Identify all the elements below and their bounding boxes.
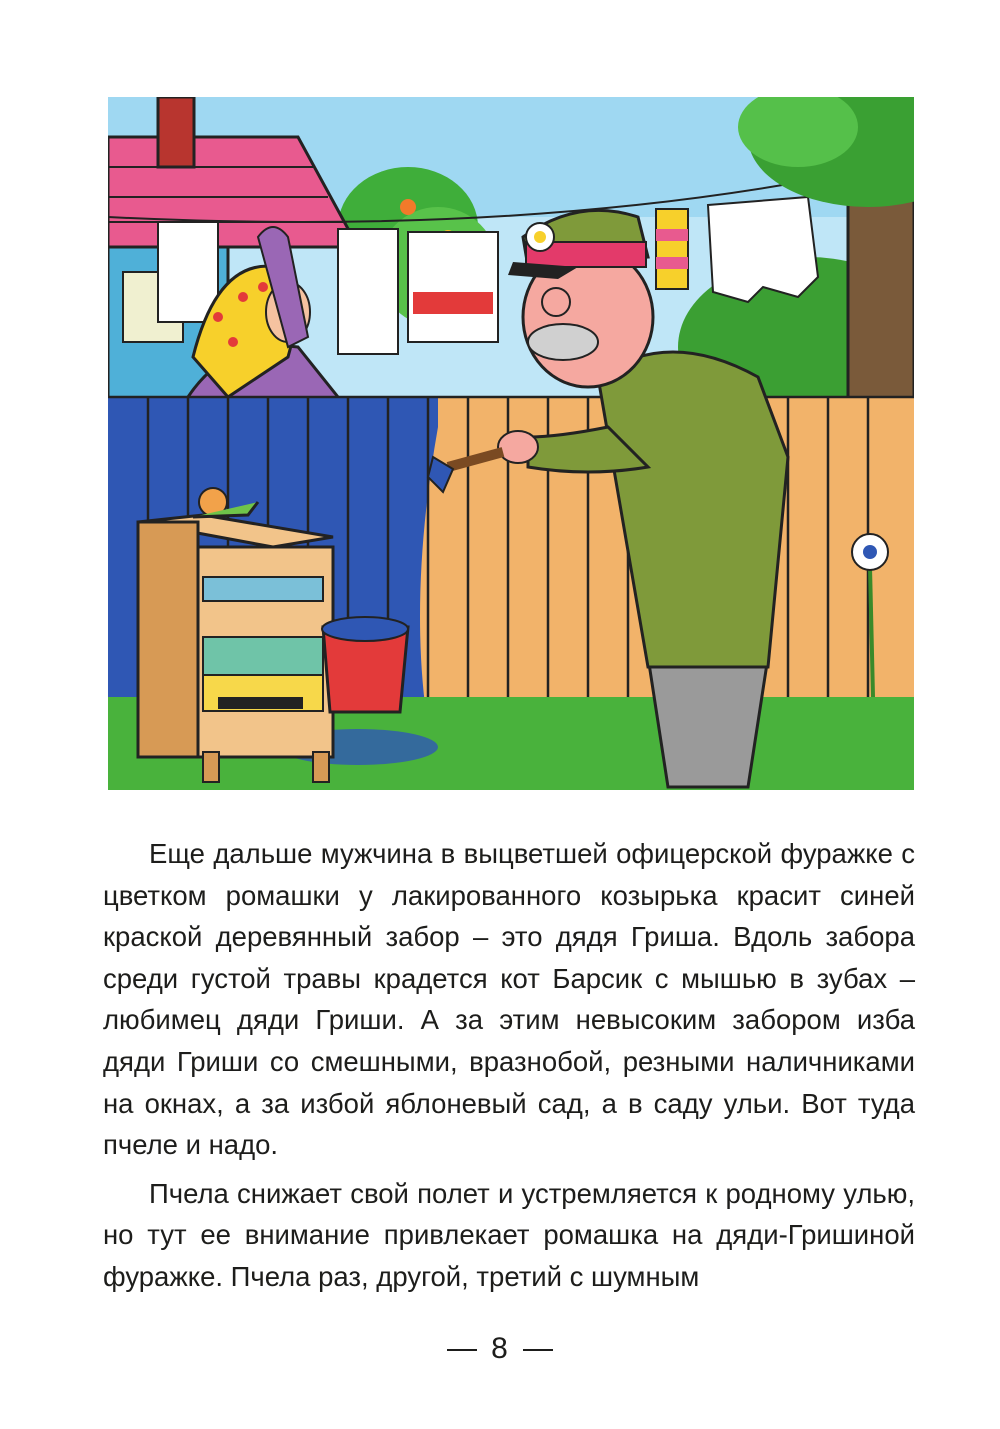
paragraph: Еще дальше мужчина в выцветшей офицерской фуражке с цветком ромашки у лакированного козырька красит синей краской деревянный забор – это дядя Гриша. Вдоль забора среди густой травы крадется кот Барсик с мышью в зубах – любимец дяди Гриши. А за этим невысоким забором изба дяди Гриши со смешными, вразнобой, резными наличниками на окнах, а за избой яблоневый сад, а в саду ульи. Вот туда пчеле и надо.	[103, 838, 915, 1161]
beehive-icon	[138, 515, 333, 782]
page-number-dash	[523, 1349, 553, 1351]
page-number-dash	[447, 1349, 477, 1351]
chamomile-cap-icon	[526, 223, 554, 251]
paint-bucket-icon	[322, 617, 408, 712]
paragraph: Пчела снижает свой полет и устремляется к родному улью, но тут ее внимание привлекает ромашка на дяди-Гришиной фуражке. Пчела раз, другой, третий с шумным	[103, 1177, 915, 1292]
story-text	[103, 833, 915, 1305]
page-number	[0, 1332, 1000, 1366]
illustration	[108, 97, 914, 790]
page-number-value: 8	[491, 1332, 509, 1365]
